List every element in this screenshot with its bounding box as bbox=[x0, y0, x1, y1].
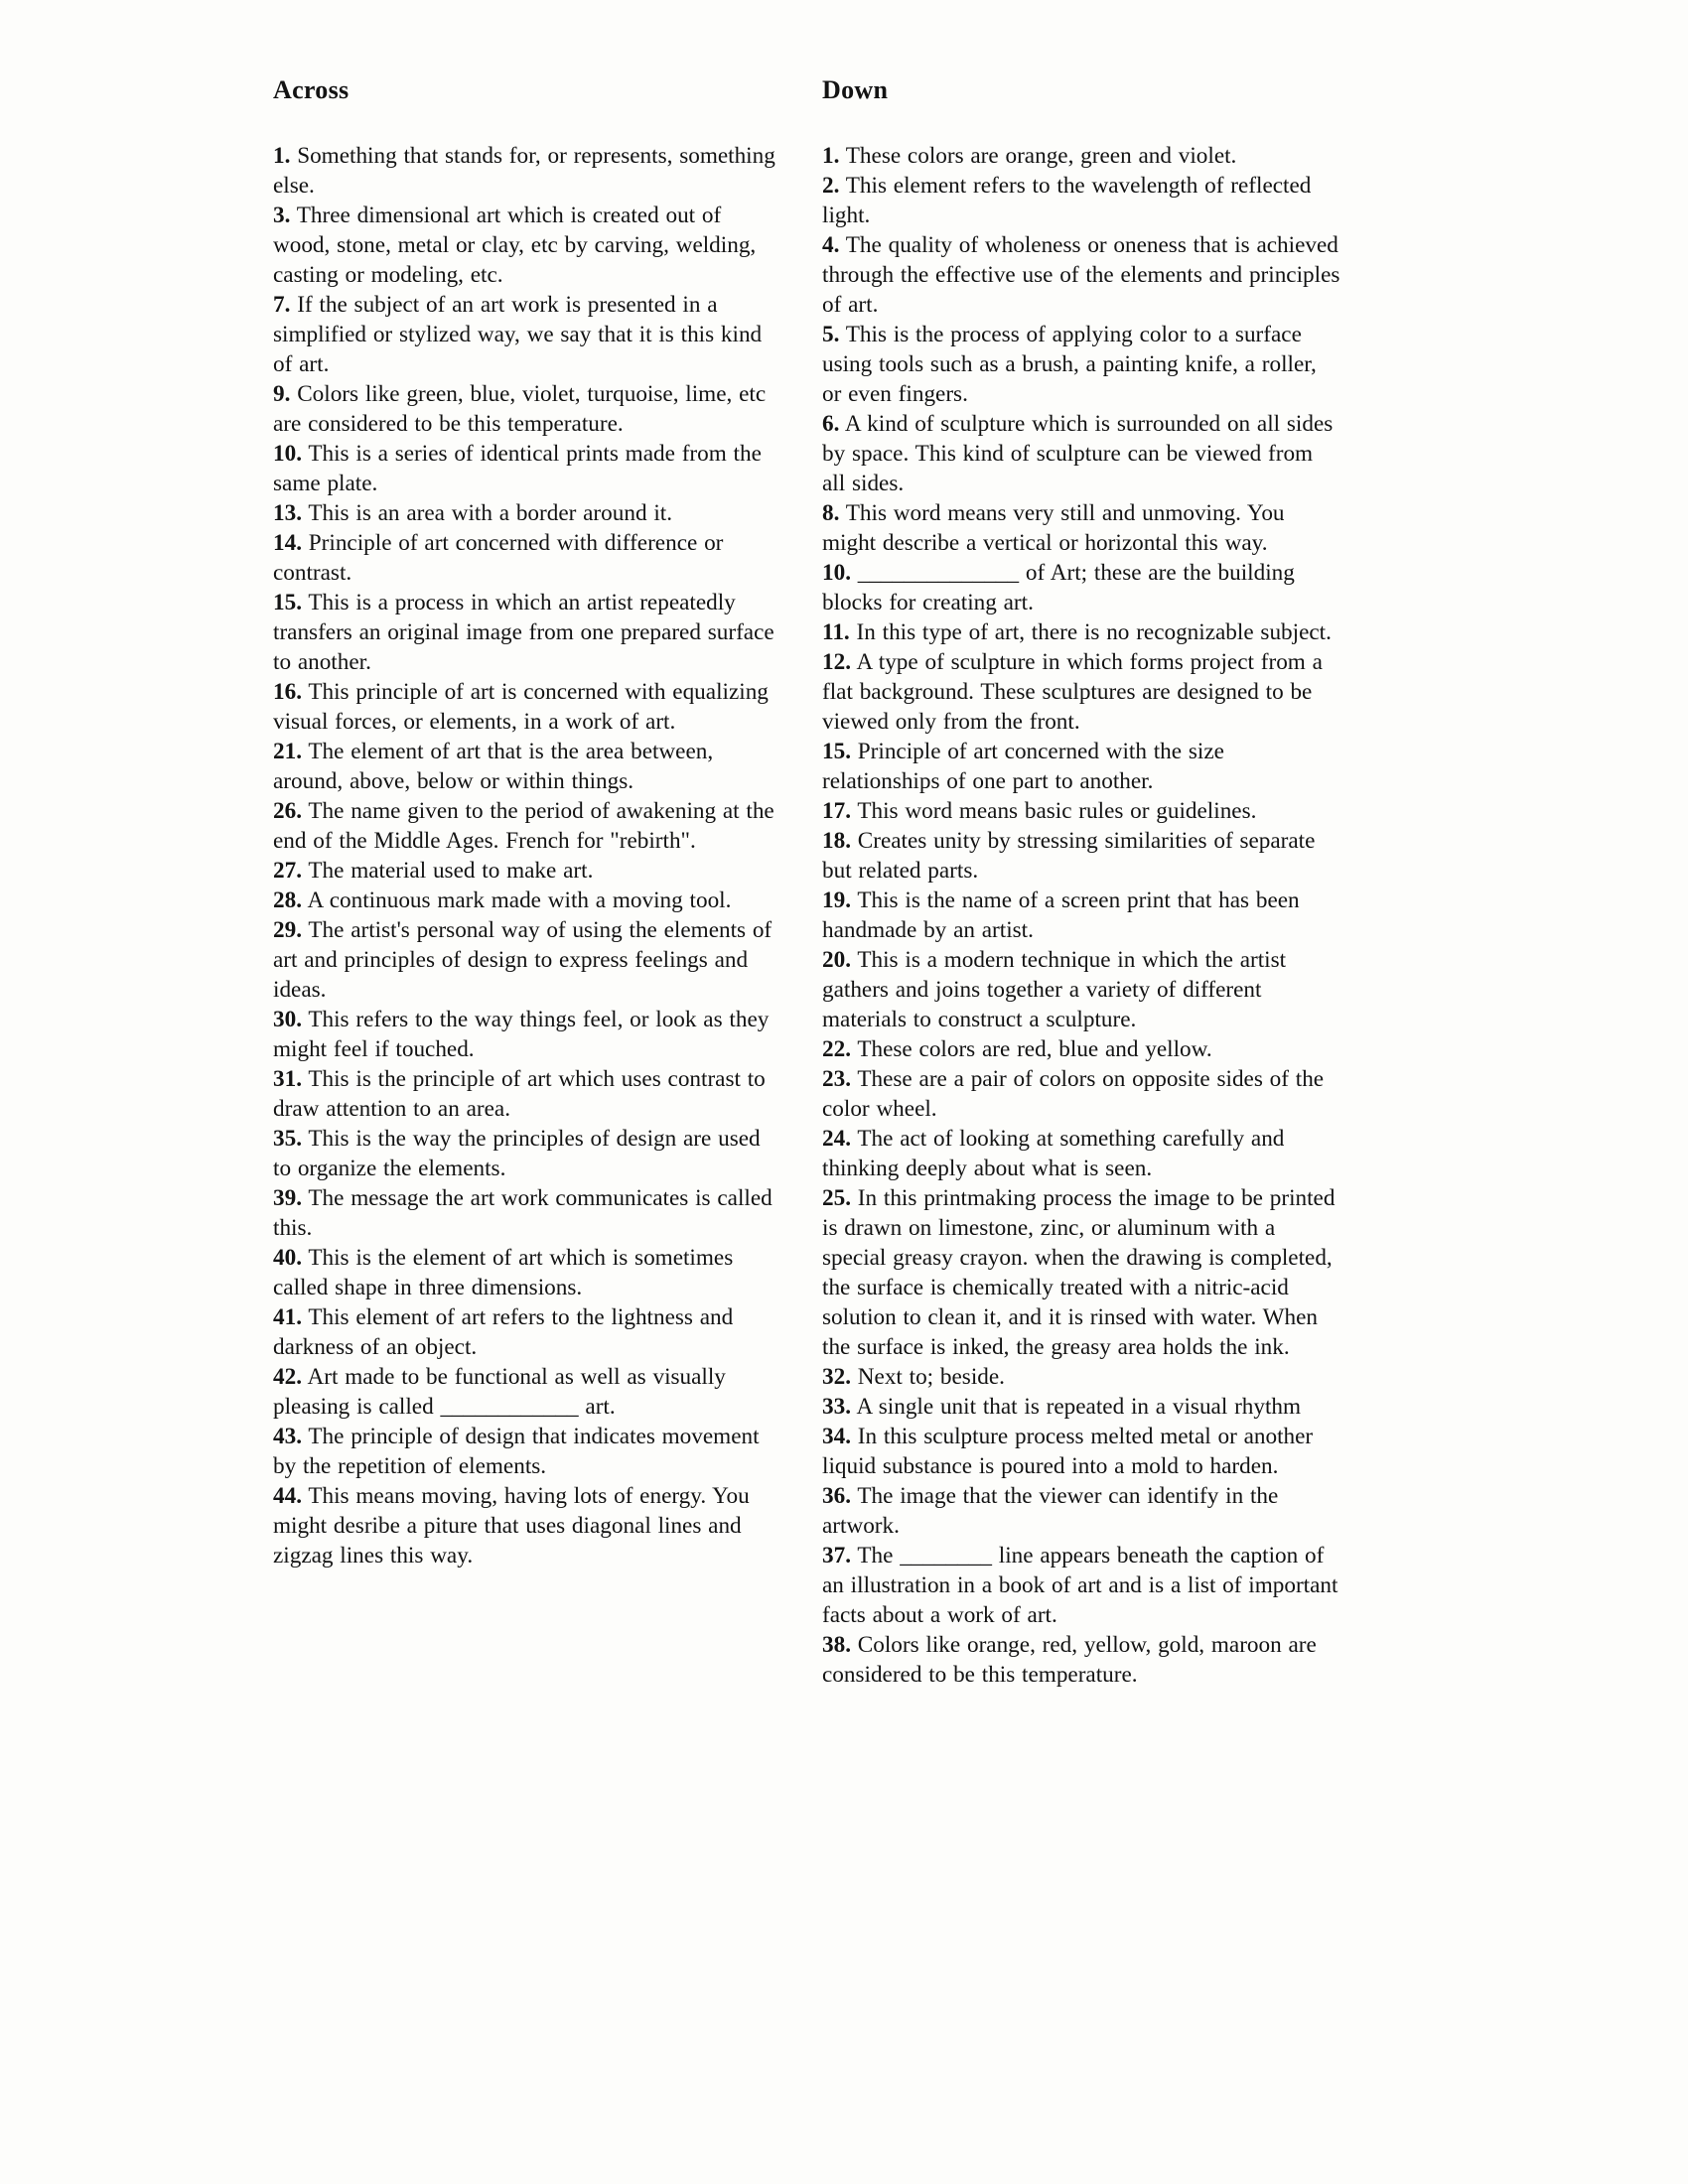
clue-number: 36. bbox=[822, 1483, 851, 1509]
clue-text: This is the principle of art which uses contrast to draw attention to an area. bbox=[273, 1066, 766, 1122]
clue-item bbox=[822, 1124, 1340, 1183]
clue-text: This is a process in which an artist repeatedly transfers an original image from one prepared surface to another. bbox=[273, 590, 774, 675]
clue-number: 1. bbox=[273, 143, 291, 169]
clue-number: 15. bbox=[273, 590, 302, 615]
clue-text: This is a series of identical prints made from the same plate. bbox=[273, 441, 762, 496]
clue-text: These are a pair of colors on opposite sides of the color wheel. bbox=[822, 1066, 1325, 1122]
clue-item bbox=[822, 737, 1340, 796]
clue-number: 11. bbox=[822, 619, 850, 645]
clue-item bbox=[273, 886, 777, 915]
clue-number: 26. bbox=[273, 798, 302, 824]
clue-text: This means moving, having lots of energy. You might desribe a piture that uses diagonal lines and zigzag lines this way. bbox=[273, 1483, 750, 1569]
clue-number: 13. bbox=[273, 500, 302, 526]
clue-text: The act of looking at something carefully and thinking deeply about what is seen. bbox=[822, 1126, 1285, 1181]
across-header: Across bbox=[273, 75, 350, 104]
clue-item bbox=[273, 1064, 777, 1124]
clue-text: This is the way the principles of design are used to organize the elements. bbox=[273, 1126, 761, 1181]
clue-item bbox=[822, 230, 1340, 320]
across-section bbox=[273, 75, 777, 1570]
clue-item bbox=[273, 141, 777, 201]
clue-text: A continuous mark made with a moving tool. bbox=[301, 887, 732, 913]
clue-item bbox=[273, 1422, 777, 1481]
clue-number: 7. bbox=[273, 292, 291, 318]
clue-item bbox=[273, 796, 777, 856]
clue-number: 16. bbox=[273, 679, 302, 705]
clue-number: 14. bbox=[273, 530, 302, 556]
down-header: Down bbox=[822, 75, 889, 104]
clue-item bbox=[273, 439, 777, 498]
clue-text: This is the element of art which is sometimes called shape in three dimensions. bbox=[273, 1245, 734, 1300]
clue-text: Principle of art concerned with difference or contrast. bbox=[273, 530, 724, 586]
clue-text: This element refers to the wavelength of reflected light. bbox=[822, 173, 1312, 228]
clue-item bbox=[273, 1183, 777, 1243]
clue-text: The artist's personal way of using the elements of art and principles of design to express feelings and ideas. bbox=[273, 917, 773, 1003]
clue-item bbox=[822, 498, 1340, 558]
clue-number: 32. bbox=[822, 1364, 851, 1390]
clue-text: The message the art work communicates is called this. bbox=[273, 1185, 773, 1241]
clue-text: These colors are red, blue and yellow. bbox=[850, 1036, 1212, 1062]
clue-item bbox=[273, 588, 777, 677]
clue-item bbox=[822, 409, 1340, 498]
clue-text: This principle of art is concerned with equalizing visual forces, or elements, in a work of art. bbox=[273, 679, 769, 735]
clue-item bbox=[273, 856, 777, 886]
clue-text: This is the process of applying color to a surface using tools such as a brush, a painting knife, a roller, or even fingers. bbox=[822, 322, 1317, 407]
clue-number: 17. bbox=[822, 798, 851, 824]
across-clue-list bbox=[273, 141, 777, 1570]
clue-number: 38. bbox=[822, 1632, 851, 1658]
clue-text: This refers to the way things feel, or look as they might feel if touched. bbox=[273, 1007, 770, 1062]
clue-text: This word means basic rules or guidelines. bbox=[850, 798, 1257, 824]
clue-item bbox=[273, 528, 777, 588]
clue-text: Colors like green, blue, violet, turquoise, lime, etc are considered to be this temperature. bbox=[273, 381, 767, 437]
clue-text: A type of sculpture in which forms project from a flat background. These sculptures are designed to be viewed only from the front. bbox=[822, 649, 1323, 735]
clue-number: 6. bbox=[822, 411, 840, 437]
clue-item bbox=[273, 1243, 777, 1302]
clue-number: 9. bbox=[273, 381, 291, 407]
clue-item bbox=[822, 945, 1340, 1034]
clue-number: 35. bbox=[273, 1126, 302, 1152]
clue-number: 15. bbox=[822, 739, 851, 764]
clue-number: 34. bbox=[822, 1424, 851, 1449]
clue-number: 21. bbox=[273, 739, 302, 764]
clue-item bbox=[822, 141, 1340, 171]
clue-item bbox=[273, 498, 777, 528]
clue-number: 22. bbox=[822, 1036, 851, 1062]
down-clue-list bbox=[822, 141, 1340, 1690]
clue-item bbox=[273, 1302, 777, 1362]
clue-number: 30. bbox=[273, 1007, 302, 1032]
clue-item bbox=[273, 290, 777, 379]
clue-item bbox=[273, 915, 777, 1005]
clue-number: 37. bbox=[822, 1543, 851, 1569]
clue-item bbox=[273, 1005, 777, 1064]
clue-item bbox=[822, 1362, 1340, 1392]
clue-text: This is the name of a screen print that has been handmade by an artist. bbox=[822, 887, 1300, 943]
clue-number: 24. bbox=[822, 1126, 851, 1152]
clue-number: 28. bbox=[273, 887, 302, 913]
clue-item bbox=[822, 1541, 1340, 1630]
clue-number: 10. bbox=[273, 441, 302, 467]
clue-text: The element of art that is the area between, around, above, below or within things. bbox=[273, 739, 714, 794]
clue-text: In this sculpture process melted metal or another liquid substance is poured into a mold to harden. bbox=[822, 1424, 1314, 1479]
clue-item bbox=[822, 1064, 1340, 1124]
clue-number: 1. bbox=[822, 143, 840, 169]
clue-item bbox=[822, 320, 1340, 409]
clue-item bbox=[273, 1124, 777, 1183]
clue-item bbox=[822, 1481, 1340, 1541]
clue-text: Principle of art concerned with the size relationships of one part to another. bbox=[822, 739, 1224, 794]
clue-item bbox=[273, 677, 777, 737]
clue-item bbox=[822, 647, 1340, 737]
clue-item bbox=[273, 1362, 777, 1422]
clue-number: 27. bbox=[273, 858, 302, 884]
clue-number: 29. bbox=[273, 917, 302, 943]
clue-item bbox=[273, 737, 777, 796]
clue-text: This element of art refers to the lightness and darkness of an object. bbox=[273, 1304, 734, 1360]
clue-text: A kind of sculpture which is surrounded on all sides by space. This kind of sculpture can be viewed from all sides. bbox=[822, 411, 1334, 496]
clue-number: 2. bbox=[822, 173, 840, 199]
clue-text: If the subject of an art work is presented in a simplified or stylized way, we say that it is this kind of art. bbox=[273, 292, 763, 377]
clue-number: 42. bbox=[273, 1364, 302, 1390]
clue-number: 23. bbox=[822, 1066, 851, 1092]
clue-text: Next to; beside. bbox=[850, 1364, 1005, 1390]
clue-text: This is an area with a border around it. bbox=[301, 500, 673, 526]
clue-item bbox=[273, 379, 777, 439]
clue-number: 40. bbox=[273, 1245, 302, 1271]
clue-text: The material used to make art. bbox=[301, 858, 594, 884]
clue-number: 33. bbox=[822, 1394, 851, 1420]
clue-item bbox=[822, 171, 1340, 230]
clue-item bbox=[822, 558, 1340, 617]
clue-number: 44. bbox=[273, 1483, 302, 1509]
clue-item bbox=[273, 1481, 777, 1570]
clue-text: In this type of art, there is no recognizable subject. bbox=[849, 619, 1332, 645]
clue-number: 41. bbox=[273, 1304, 302, 1330]
clue-text: The principle of design that indicates movement by the repetition of elements. bbox=[273, 1424, 760, 1479]
clue-number: 5. bbox=[822, 322, 840, 347]
clue-text: ______________ of Art; these are the building blocks for creating art. bbox=[822, 560, 1295, 615]
clue-item bbox=[822, 1422, 1340, 1481]
clue-text: A single unit that is repeated in a visual rhythm bbox=[850, 1394, 1302, 1420]
clue-text: The quality of wholeness or oneness that is achieved through the effective use of the elements and principles of art. bbox=[822, 232, 1340, 318]
clue-item bbox=[822, 1630, 1340, 1690]
clue-item bbox=[822, 1034, 1340, 1064]
clue-text: Colors like orange, red, yellow, gold, maroon are considered to be this temperature. bbox=[822, 1632, 1317, 1688]
clue-number: 19. bbox=[822, 887, 851, 913]
clue-item bbox=[822, 617, 1340, 647]
clue-text: These colors are orange, green and violet. bbox=[839, 143, 1237, 169]
clue-text: In this printmaking process the image to be printed is drawn on limestone, zinc, or aluminum with a special greasy crayon. when the drawing is completed, the surface is chemically treated with a nitric-acid solution to clean it, and it is rinsed with water. When the surface is inked, the greasy area holds the ink. bbox=[822, 1185, 1336, 1360]
clue-item bbox=[822, 886, 1340, 945]
clue-text: Creates unity by stressing similarities of separate but related parts. bbox=[822, 828, 1316, 884]
clue-item bbox=[822, 796, 1340, 826]
clue-text: This is a modern technique in which the artist gathers and joins together a variety of different materials to construct a sculpture. bbox=[822, 947, 1287, 1032]
clue-item bbox=[822, 826, 1340, 886]
clue-number: 3. bbox=[273, 203, 291, 228]
clue-item bbox=[822, 1183, 1340, 1362]
clue-text: Art made to be functional as well as visually pleasing is called ____________ art. bbox=[273, 1364, 726, 1420]
clue-number: 39. bbox=[273, 1185, 302, 1211]
clue-number: 25. bbox=[822, 1185, 851, 1211]
clue-text: The name given to the period of awakening at the end of the Middle Ages. French for "rebirth". bbox=[273, 798, 774, 854]
clue-number: 18. bbox=[822, 828, 851, 854]
clue-number: 43. bbox=[273, 1424, 302, 1449]
clue-number: 31. bbox=[273, 1066, 302, 1092]
clue-text: The ________ line appears beneath the caption of an illustration in a book of art and is a list of important facts about a work of art. bbox=[822, 1543, 1338, 1628]
clue-number: 20. bbox=[822, 947, 851, 973]
clue-item bbox=[822, 1392, 1340, 1422]
clue-number: 4. bbox=[822, 232, 840, 258]
clue-number: 8. bbox=[822, 500, 840, 526]
clue-number: 12. bbox=[822, 649, 851, 675]
clue-text: This word means very still and unmoving. You might describe a vertical or horizontal this way. bbox=[822, 500, 1285, 556]
clue-number: 10. bbox=[822, 560, 851, 586]
clue-text: Something that stands for, or represents, something else. bbox=[273, 143, 775, 199]
down-section bbox=[822, 75, 1340, 1690]
clue-item bbox=[273, 201, 777, 290]
clue-text: The image that the viewer can identify in the artwork. bbox=[822, 1483, 1279, 1539]
clue-text: Three dimensional art which is created out of wood, stone, metal or clay, etc by carving, welding, casting or modeling, etc. bbox=[273, 203, 757, 288]
